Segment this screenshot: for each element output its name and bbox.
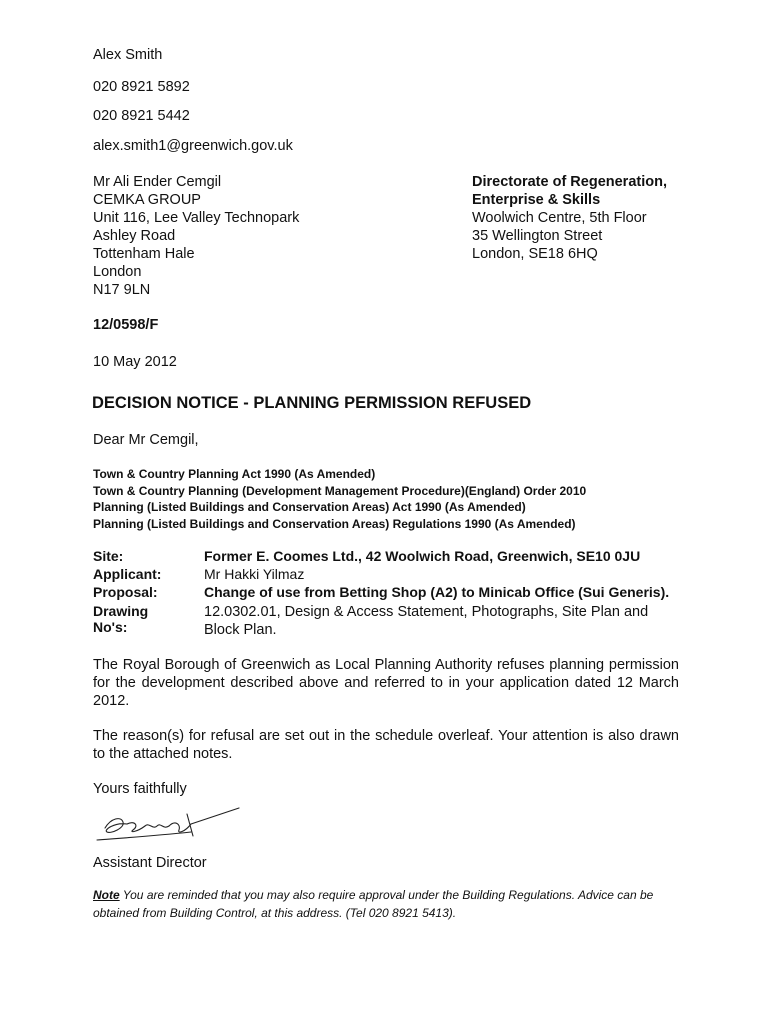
drawing-value-line: 12.0302.01, Design & Access Statement, Photographs, Site Plan and [204, 604, 649, 620]
salutation: Dear Mr Cemgil, [93, 432, 199, 448]
signature-image [93, 802, 243, 852]
letter-date: 10 May 2012 [93, 354, 177, 370]
directorate-address [472, 173, 667, 263]
drawing-value-line: Block Plan. [204, 622, 277, 638]
act-item: Town & Country Planning (Development Management Procedure)(England) Order 2010 [93, 483, 587, 498]
recipient-line: Unit 116, Lee Valley Technopark [93, 210, 300, 226]
refusal-paragraph: The Royal Borough of Greenwich as Local Planning Authority refuses planning permission for the development described above and referred to in your application dated 12 March 2012. [93, 657, 679, 709]
recipient-line: Tottenham Hale [93, 246, 195, 262]
recipient-line: N17 9LN [93, 282, 151, 298]
signatory-title: Assistant Director [93, 855, 207, 871]
proposal-value: Change of use from Betting Shop (A2) to Minicab Office (Sui Generis). [204, 584, 670, 600]
recipient-line: CEMKA GROUP [93, 192, 201, 208]
recipient-line: Mr Ali Ender Cemgil [93, 174, 222, 190]
drawing-value [204, 603, 648, 639]
note-label: Note [93, 888, 120, 902]
sender-phone-1: 020 8921 5892 [93, 79, 190, 95]
acts-list [93, 466, 586, 532]
reasons-paragraph: The reason(s) for refusal are set out in the schedule overleaf. Your attention is also drawn to the attached notes. [93, 728, 679, 762]
site-value: Former E. Coomes Ltd., 42 Woolwich Road, Greenwich, SE10 0JU [204, 548, 641, 564]
site-label: Site: [93, 548, 124, 564]
directorate-title: Directorate of Regeneration, [472, 174, 667, 190]
directorate-line: 35 Wellington Street [472, 228, 603, 244]
sender-phone-2: 020 8921 5442 [93, 108, 190, 124]
sender-email: alex.smith1@greenwich.gov.uk [93, 138, 293, 154]
act-item: Town & Country Planning Act 1990 (As Amended) [93, 467, 376, 481]
recipient-line: Ashley Road [93, 228, 176, 244]
applicant-label: Applicant: [93, 566, 162, 582]
recipient-line: London [93, 264, 142, 280]
note-text: You are reminded that you may also require approval under the Building Regulations. Advice can be obtained from Building Control, at this address. (Tel 020 8921 5413). [93, 888, 654, 920]
proposal-label: Proposal: [93, 584, 158, 600]
act-item: Planning (Listed Buildings and Conservation Areas) Regulations 1990 (As Amended) [93, 516, 576, 531]
closing: Yours faithfully [93, 781, 187, 797]
directorate-line: Woolwich Centre, 5th Floor [472, 210, 647, 226]
directorate-title: Enterprise & Skills [472, 192, 601, 208]
recipient-address [93, 173, 299, 299]
applicant-value: Mr Hakki Yilmaz [204, 566, 305, 582]
page-title: DECISION NOTICE - PLANNING PERMISSION REFUSED [92, 394, 532, 412]
building-regulations-note [93, 886, 693, 922]
act-item: Planning (Listed Buildings and Conservation Areas) Act 1990 (As Amended) [93, 500, 526, 514]
drawing-label: Drawing No's: [93, 603, 149, 635]
directorate-line: London, SE18 6HQ [472, 246, 598, 262]
sender-name: Alex Smith [93, 47, 163, 63]
reference-number: 12/0598/F [93, 317, 159, 333]
